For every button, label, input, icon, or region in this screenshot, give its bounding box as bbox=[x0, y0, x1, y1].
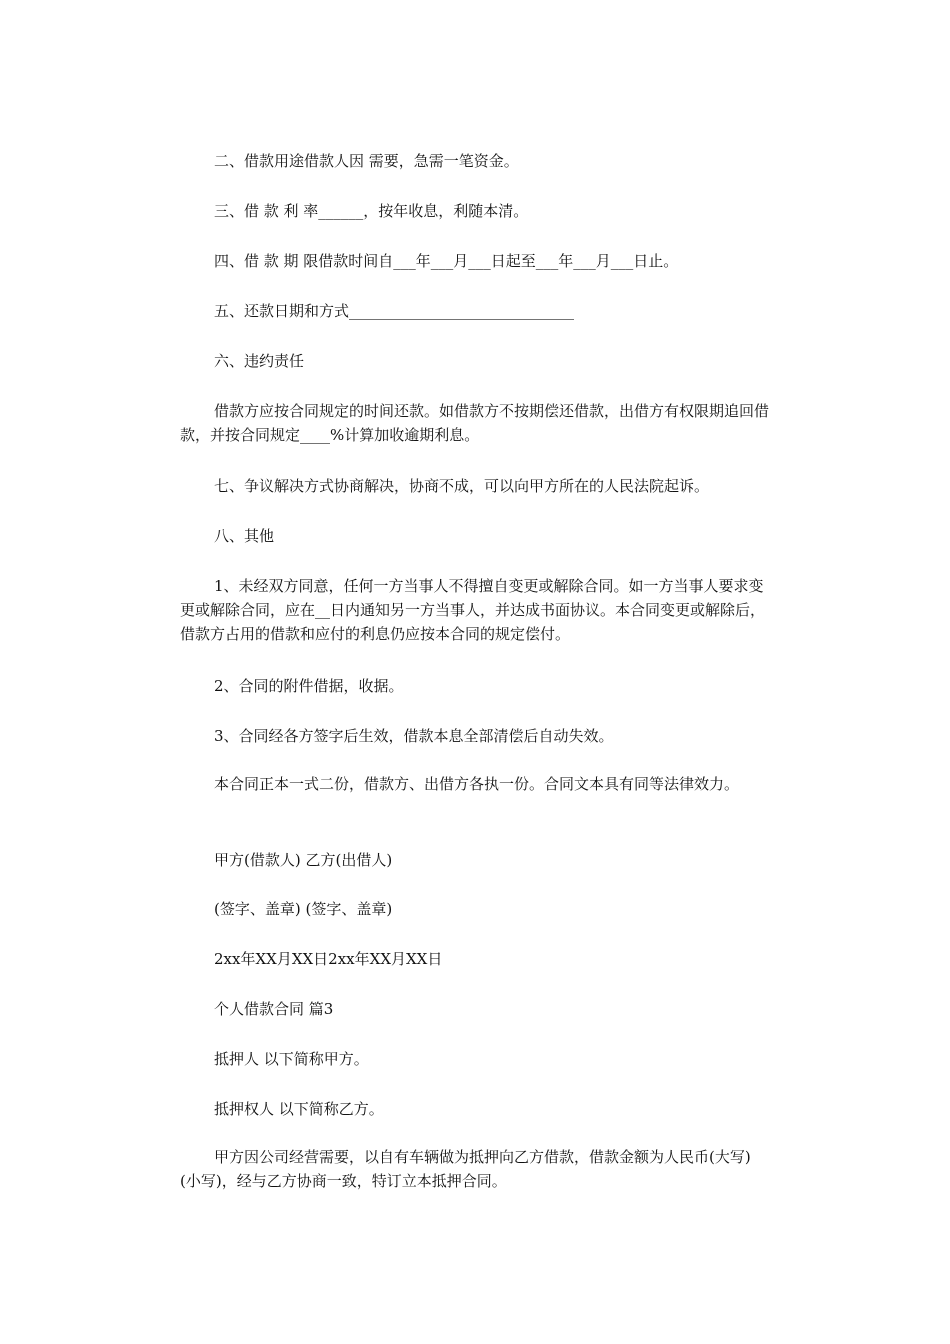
mortgagor-line: 抵押人 以下简称甲方。 bbox=[214, 1050, 369, 1068]
date-line: 2xx年XX月XX日2xx年XX月XX日 bbox=[214, 950, 443, 968]
clause-8-heading: 八、其他 bbox=[214, 527, 275, 545]
clause-7-dispute: 七、争议解决方式协商解决，协商不成，可以向甲方所在的人民法院起诉。 bbox=[214, 477, 710, 495]
clause-8-item-1: 1、未经双方同意，任何一方当事人不得擅自变更或解除合同。如一方当事人要求变更或解除合同，应在__日内通知另一方当事人，并达成书面协议。本合同变更或解除后，借款方占用的借款和应付的利息仍应按本合同的规定偿付。 bbox=[180, 577, 766, 643]
clause-6-body: 借款方应按合同规定的时间还款。如借款方不按期偿还借款，出借方有权限期追回借款，并按合同规定____%计算加收逾期利息。 bbox=[180, 402, 770, 444]
section-title: 个人借款合同 篇3 bbox=[214, 1000, 334, 1018]
signature-line: (签字、盖章) (签字、盖章) bbox=[214, 900, 393, 918]
clause-3-interest: 三、借 款 利 率______，按年收息，利随本清。 bbox=[214, 202, 529, 220]
clause-6-heading: 六、违约责任 bbox=[214, 352, 305, 370]
clause-5-repayment: 五、还款日期和方式______________________________ bbox=[214, 302, 575, 320]
mortgagee-line: 抵押权人 以下简称乙方。 bbox=[214, 1100, 384, 1118]
copies-clause: 本合同正本一式二份，借款方、出借方各执一份。合同文本具有同等法律效力。 bbox=[214, 775, 740, 793]
clause-4-term: 四、借 款 期 限借款时间自___年___月___日起至___年___月___日止。 bbox=[214, 252, 679, 270]
clause-8-item-2: 2、合同的附件借据，收据。 bbox=[214, 677, 404, 695]
parties-line: 甲方(借款人) 乙方(出借人) bbox=[214, 851, 393, 869]
clause-8-item-3: 3、合同经各方签字后生效，借款本息全部清偿后自动失效。 bbox=[214, 727, 614, 745]
mortgage-intro: 甲方因公司经营需要，以自有车辆做为抵押向乙方借款，借款金额为人民币(大写) (小写)，经与乙方协商一致，特订立本抵押合同。 bbox=[180, 1148, 751, 1190]
clause-2-purpose: 二、借款用途借款人因 需要，急需一笔资金。 bbox=[214, 152, 519, 170]
